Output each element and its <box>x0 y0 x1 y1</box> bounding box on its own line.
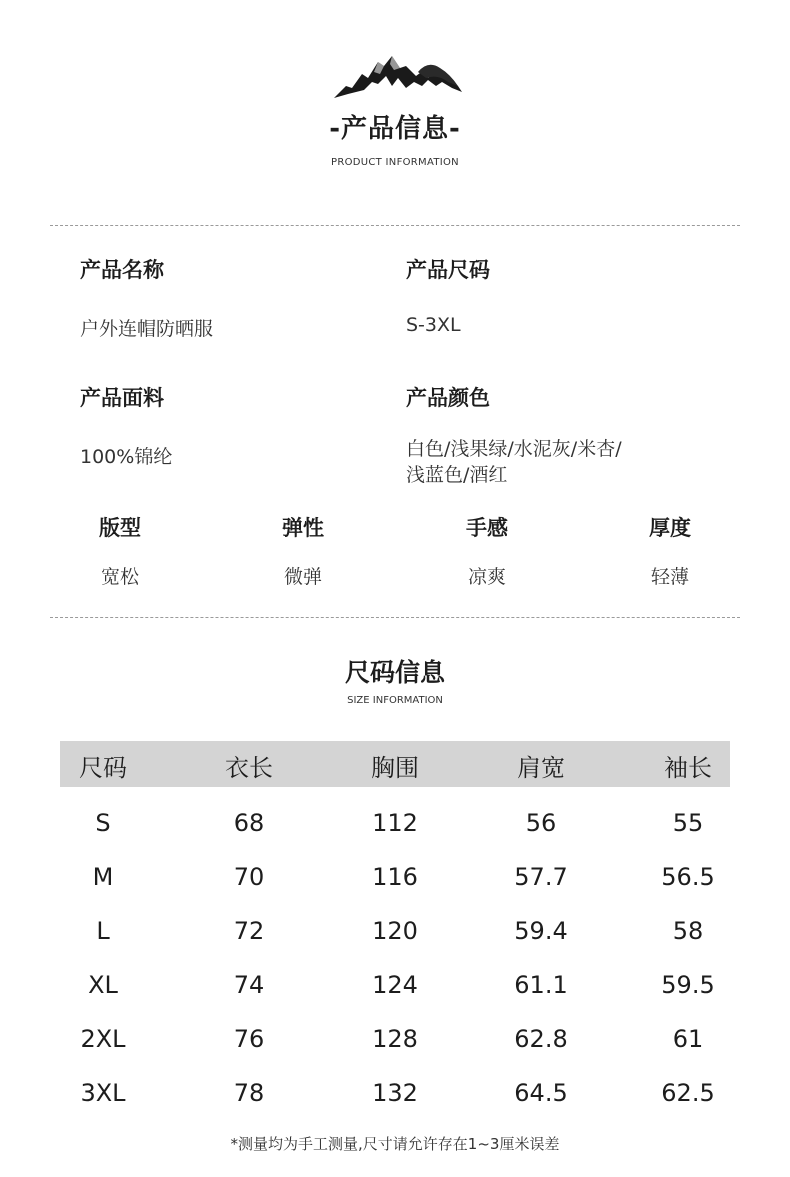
size-table-cell: 116 <box>372 863 418 891</box>
attr-value-thickness: 轻薄 <box>650 566 689 588</box>
size-table-cell: 132 <box>372 1079 418 1107</box>
size-table-cell: 3XL <box>80 1079 126 1107</box>
size-table-cell: M <box>92 863 114 891</box>
attr-label-feel: 手感 <box>466 516 508 540</box>
page-subtitle: PRODUCT INFORMATION <box>331 157 459 168</box>
size-table-cell: 68 <box>233 809 265 837</box>
attr-label-fit: 版型 <box>99 516 141 540</box>
size-table-cell: 112 <box>372 809 418 837</box>
product-color-value-line2: 浅蓝色/酒红 <box>406 464 508 486</box>
size-table-header-size: 尺码 <box>79 754 127 782</box>
divider-top <box>50 225 740 226</box>
size-table-cell: 78 <box>233 1079 265 1107</box>
size-table-cell: 70 <box>233 863 265 891</box>
size-section-title: 尺码信息 <box>344 658 445 687</box>
product-color-value-line1: 白色/浅果绿/水泥灰/米杏/ <box>406 438 622 460</box>
page-title: -产品信息- <box>329 114 461 144</box>
attr-value-elasticity: 微弹 <box>283 566 322 588</box>
size-section-subtitle: SIZE INFORMATION <box>347 695 443 706</box>
size-table-cell: S <box>95 809 111 837</box>
product-size-label: 产品尺码 <box>406 258 490 282</box>
size-table-cell: 74 <box>233 971 265 999</box>
product-fabric-label: 产品面料 <box>80 386 164 410</box>
size-table-cell: 55 <box>672 809 704 837</box>
size-table-cell: 56 <box>525 809 557 837</box>
size-table-header-sleeve: 袖长 <box>664 754 712 782</box>
size-table-cell: 58 <box>672 917 704 945</box>
size-table-cell: 62.5 <box>661 1079 715 1107</box>
size-table-cell: 59.5 <box>661 971 715 999</box>
size-table-cell: 120 <box>372 917 418 945</box>
size-table-cell: 59.4 <box>514 917 568 945</box>
size-table-header-chest: 胸围 <box>371 754 419 782</box>
size-table-cell: 62.8 <box>514 1025 568 1053</box>
attr-value-fit: 宽松 <box>100 566 139 588</box>
size-table-cell: 64.5 <box>514 1079 568 1107</box>
attr-value-feel: 凉爽 <box>467 566 506 588</box>
attr-label-thickness: 厚度 <box>649 516 691 540</box>
measurement-note: *测量均为手工测量,尺寸请允许存在1~3厘米误差 <box>230 1135 560 1153</box>
size-table-cell: 61.1 <box>514 971 568 999</box>
product-name-label: 产品名称 <box>80 258 164 282</box>
size-table-cell: XL <box>88 971 118 999</box>
size-table-cell: 2XL <box>80 1025 126 1053</box>
size-table-cell: 72 <box>233 917 265 945</box>
product-color-value <box>406 436 622 488</box>
product-fabric-value: 100%锦纶 <box>80 446 173 468</box>
size-table-cell: 56.5 <box>661 863 715 891</box>
product-size-value: S-3XL <box>406 314 461 336</box>
size-table-header-shoulder: 肩宽 <box>517 754 565 782</box>
mountain-icon <box>332 52 464 102</box>
size-table-cell: 124 <box>372 971 418 999</box>
divider-middle <box>50 617 740 618</box>
size-table-cell: 57.7 <box>514 863 568 891</box>
size-table-cell: 76 <box>233 1025 265 1053</box>
size-table-cell: 128 <box>372 1025 418 1053</box>
product-color-label: 产品颜色 <box>406 386 490 410</box>
size-table-cell: 61 <box>672 1025 704 1053</box>
product-name-value: 户外连帽防晒服 <box>80 318 214 340</box>
attr-label-elasticity: 弹性 <box>282 516 324 540</box>
size-table-header-length: 衣长 <box>225 754 273 782</box>
size-table-cell: L <box>96 917 110 945</box>
